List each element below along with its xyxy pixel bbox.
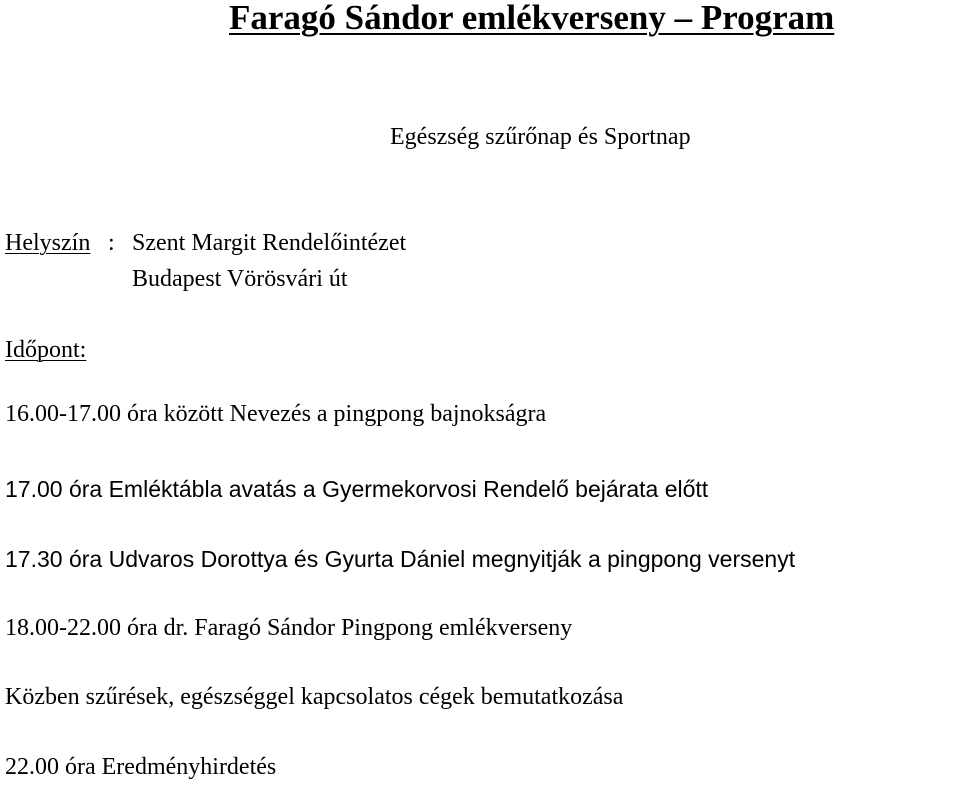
schedule-item-opening: 17.30 óra Udvaros Dorottya és Gyurta Dániel megnyitják a pingpong versenyt bbox=[5, 546, 796, 572]
time-label: Időpont: bbox=[5, 337, 87, 363]
subtitle: Egészség szűrőnap és Sportnap bbox=[390, 124, 691, 150]
page-title: Faragó Sándor emlékverseny – Program bbox=[229, 0, 835, 37]
location-address: Budapest Vörösvári út bbox=[132, 266, 348, 292]
location-venue: Szent Margit Rendelőintézet bbox=[132, 230, 407, 256]
schedule-item-results: 22.00 óra Eredményhirdetés bbox=[5, 754, 277, 780]
location-colon: : bbox=[108, 230, 115, 256]
schedule-item-tournament: 18.00-22.00 óra dr. Faragó Sándor Pingpong emlékverseny bbox=[5, 615, 573, 641]
schedule-item-registration: 16.00-17.00 óra között Nevezés a pingpong bajnokságra bbox=[5, 401, 547, 427]
schedule-item-screenings: Közben szűrések, egészséggel kapcsolatos cégek bemutatkozása bbox=[5, 684, 624, 710]
schedule-item-plaque-unveiling: 17.00 óra Emléktábla avatás a Gyermekorvosi Rendelő bejárata előtt bbox=[5, 476, 709, 502]
location-label: Helyszín bbox=[5, 230, 91, 256]
